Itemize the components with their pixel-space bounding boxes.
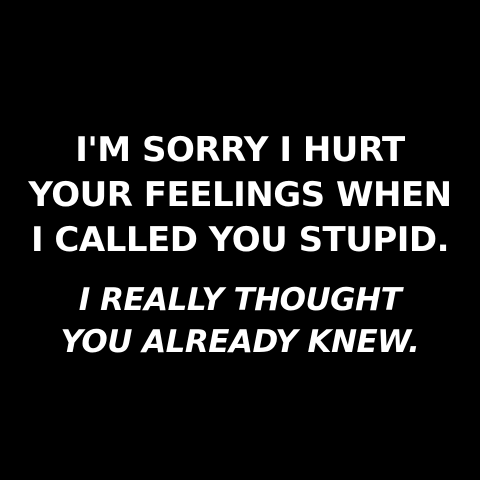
- statement-line-3: I CALLED YOU STUPID.: [30, 220, 450, 260]
- punchline-line-2: YOU ALREADY KNEW.: [60, 324, 420, 360]
- statement-line-1: I'M SORRY I HURT: [75, 130, 405, 170]
- statement-line-2: YOUR FEELINGS WHEN: [28, 175, 452, 215]
- punchline-line-1: I REALLY THOUGHT: [78, 282, 402, 318]
